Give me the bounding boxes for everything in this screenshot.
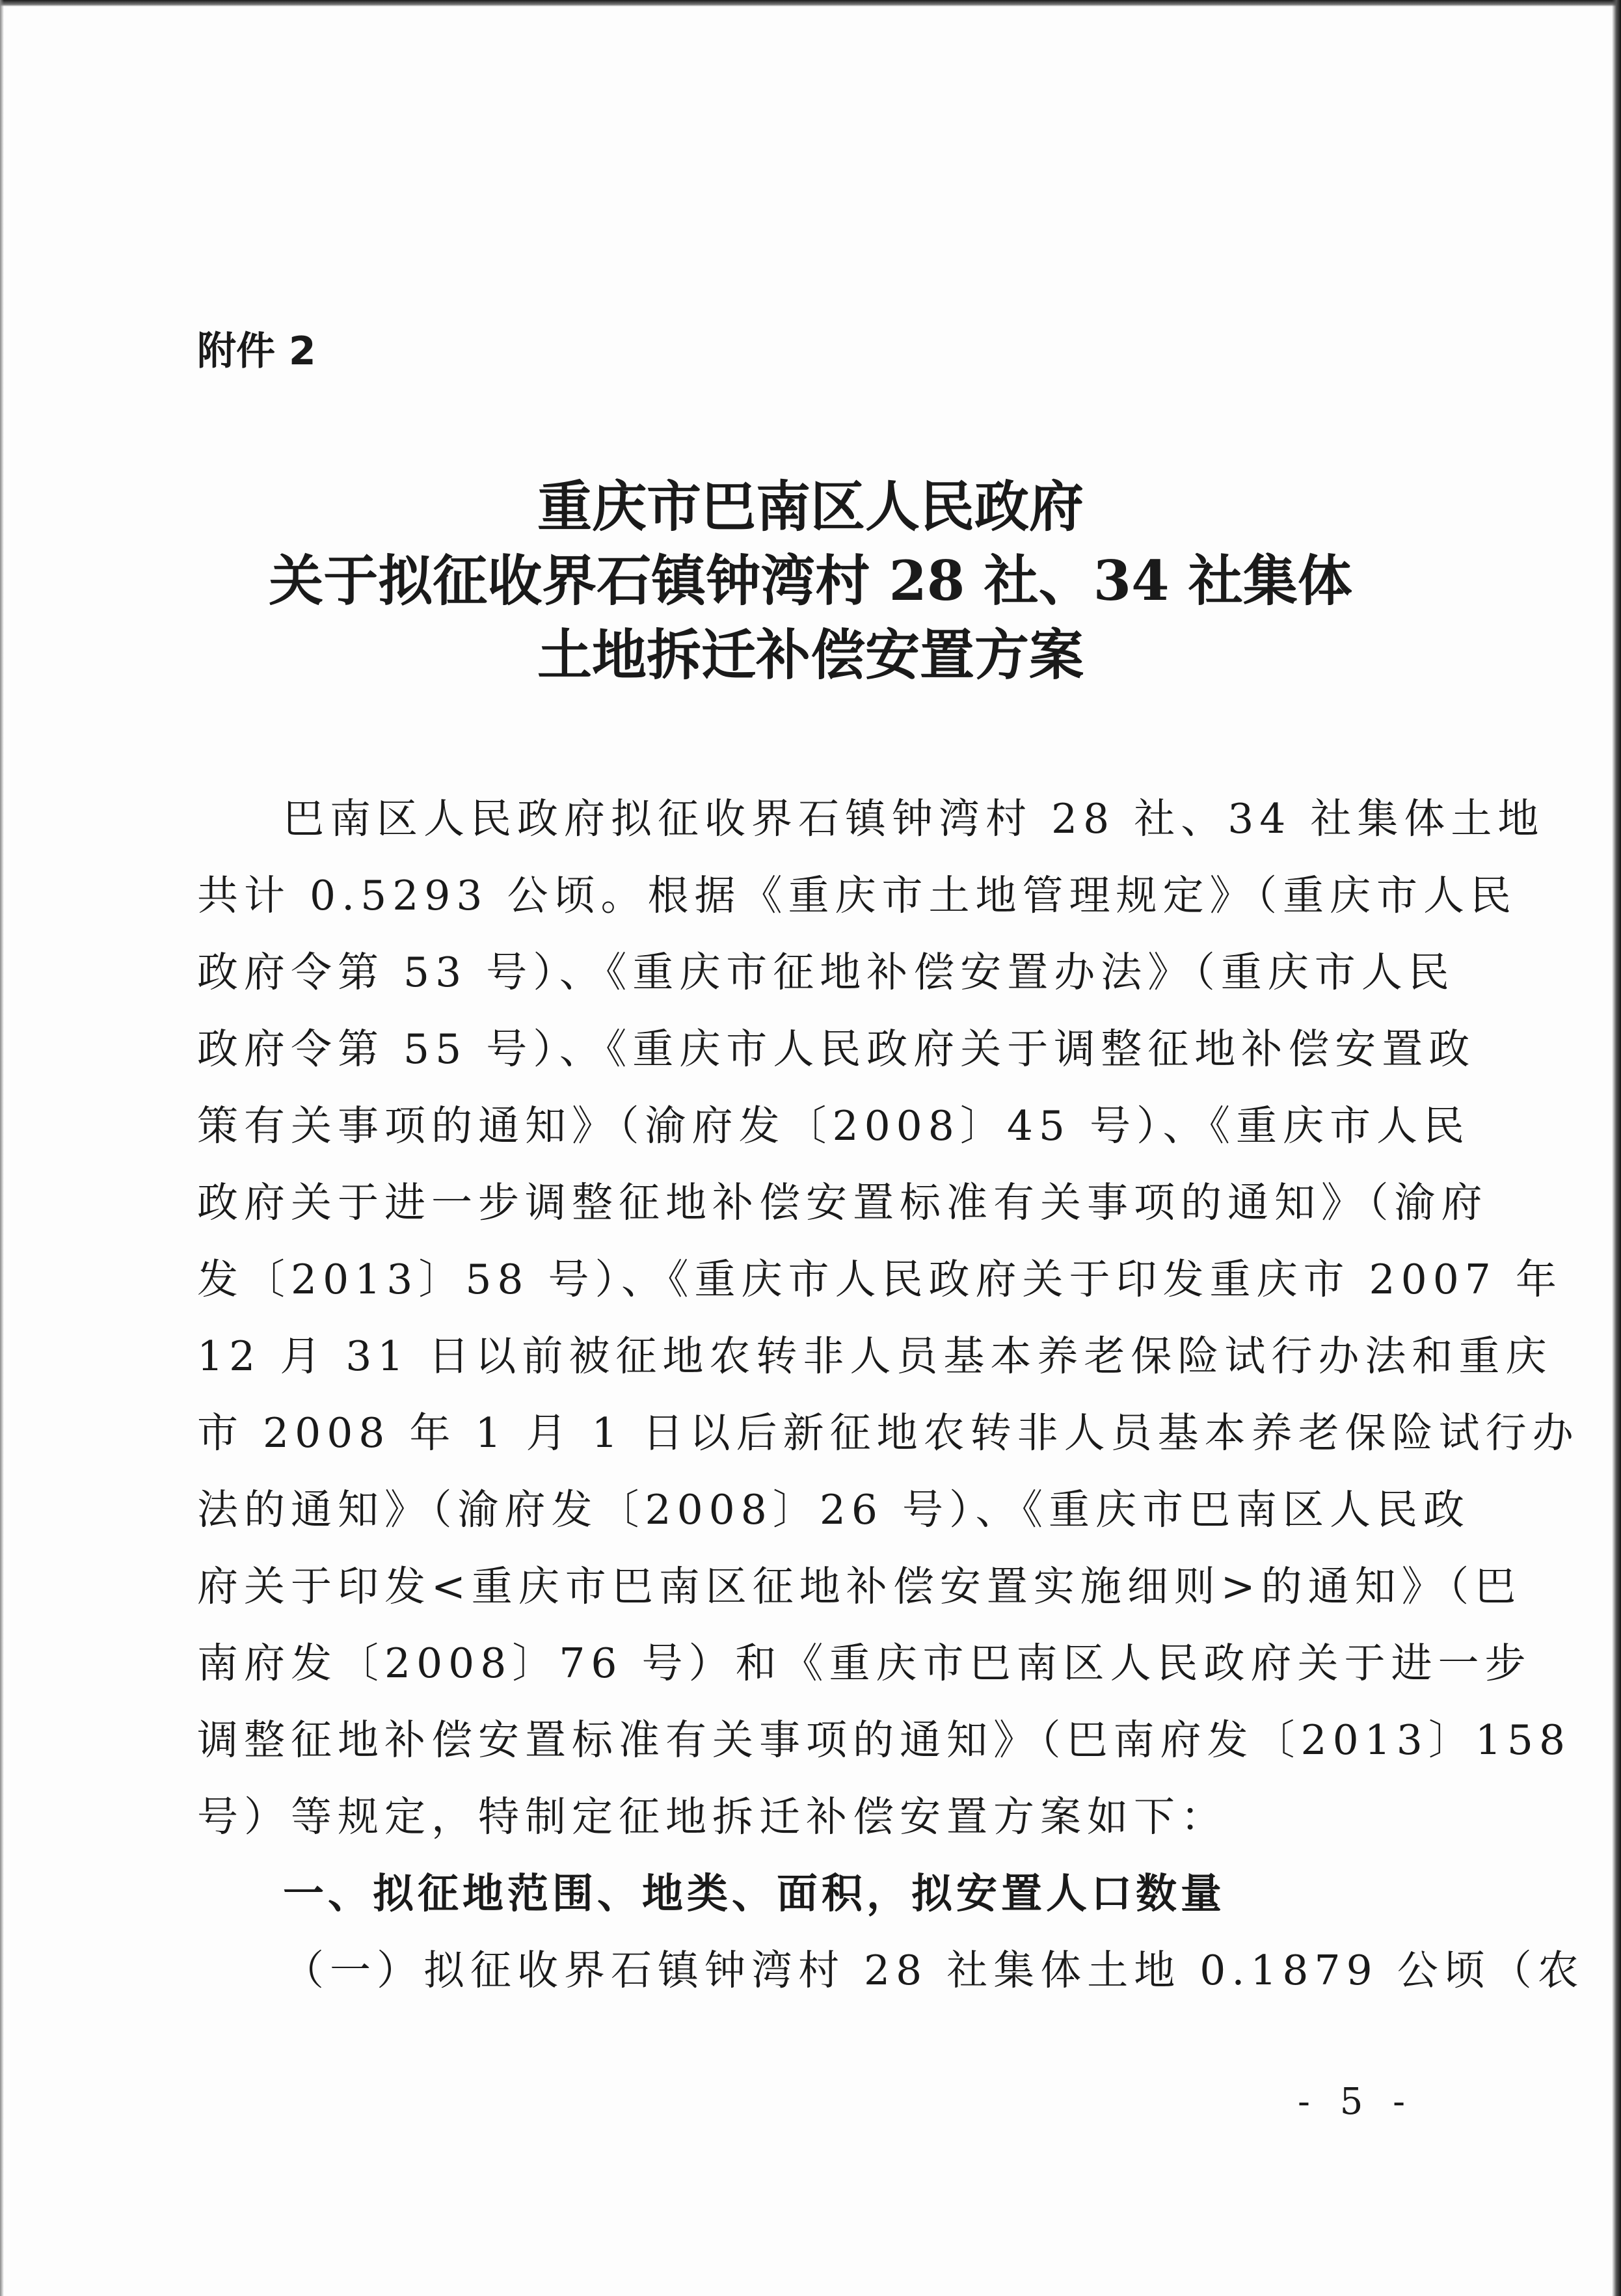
body-line: 法的通知》（渝府发〔2008〕26 号）、《重庆市巴南区人民政: [197, 1486, 1471, 1533]
body-line: 策有关事项的通知》（渝府发〔2008〕45 号）、《重庆市人民: [197, 1102, 1471, 1150]
body-line: 南府发〔2008〕76 号）和《重庆市巴南区人民政府关于进一步: [197, 1640, 1532, 1687]
body-line: 府关于印发<重庆市巴南区征地补偿安置实施细则>的通知》（巴: [197, 1563, 1522, 1610]
scan-edge-right: [1612, 0, 1621, 2296]
section-heading: 一、拟征地范围、地类、面积，拟安置人口数量: [283, 1870, 1226, 1917]
body-line: 市 2008 年 1 月 1 日以后新征地农转非人员基本养老保险试行办: [197, 1409, 1579, 1457]
body-line: 政府令第 55 号）、《重庆市人民政府关于调整征地补偿安置政: [197, 1025, 1476, 1073]
title-line: 重庆市巴南区人民政府: [537, 474, 1084, 539]
page-number: - 5 -: [1298, 2081, 1415, 2123]
body-line: 巴南区人民政府拟征收界石镇钟湾村 28 社、34 社集体土地: [283, 795, 1545, 843]
scan-edge-top: [0, 0, 1621, 7]
title-line: 关于拟征收界石镇钟湾村 28 社、34 社集体: [269, 548, 1352, 613]
body-line: 政府令第 53 号）、《重庆市征地补偿安置办法》（重庆市人民: [197, 949, 1455, 996]
attachment-label: 附件 2: [197, 329, 316, 374]
document-title: [0, 470, 1621, 692]
body-line: 政府关于进一步调整征地补偿安置标准有关事项的通知》（渝府: [197, 1179, 1488, 1226]
body-line: 号）等规定，特制定征地拆迁补偿安置方案如下：: [197, 1793, 1227, 1841]
body-line: 调整征地补偿安置标准有关事项的通知》（巴南府发〔2013〕158: [197, 1716, 1572, 1764]
title-line: 土地拆迁补偿安置方案: [537, 623, 1084, 687]
body-line: 发〔2013〕58 号）、《重庆市人民政府关于印发重庆市 2007 年: [197, 1256, 1562, 1303]
body-text: [197, 781, 1585, 2009]
body-line: 12 月 31 日以前被征地农转非人员基本养老保险试行办法和重庆: [197, 1332, 1553, 1380]
body-line: 共计 0.5293 公顷。根据《重庆市土地管理规定》（重庆市人民: [197, 872, 1517, 919]
scan-edge-left: [0, 0, 4, 2296]
subsection-line: （一）拟征收界石镇钟湾村 28 社集体土地 0.1879 公顷（农: [283, 1947, 1585, 1994]
